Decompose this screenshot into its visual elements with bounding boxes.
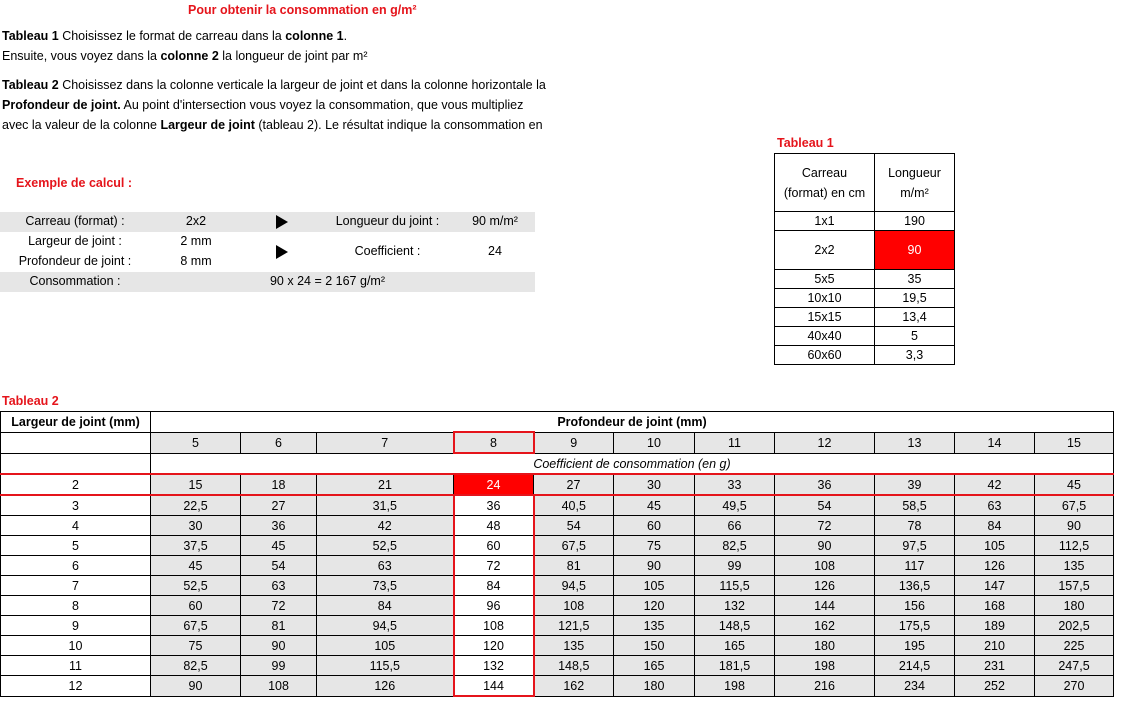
coef-cell: 54 [534, 516, 614, 536]
intro-text: Choisissez le format de carreau dans la [58, 29, 286, 43]
coef-cell: 36 [775, 474, 875, 495]
example-largeur-value: 2 mm [180, 234, 212, 248]
example-largeur-label: Largeur de joint : [28, 234, 122, 248]
coef-cell: 27 [241, 495, 317, 516]
coef-cell: 135 [614, 616, 695, 636]
table-row [775, 270, 955, 289]
coef-cell: 42 [955, 474, 1035, 495]
coef-cell: 105 [317, 636, 454, 656]
coef-cell: 67,5 [534, 536, 614, 556]
tableau2-table [0, 411, 1114, 697]
coef-cell: 58,5 [875, 495, 955, 516]
coef-cell: 15 [151, 474, 241, 495]
coef-cell: 181,5 [695, 656, 775, 676]
intro-text-bold: colonne 2 [160, 49, 219, 63]
coef-cell: 148,5 [534, 656, 614, 676]
coef-cell: 108 [775, 556, 875, 576]
coef-cell: 81 [241, 616, 317, 636]
coef-cell: 120 [614, 596, 695, 616]
coef-cell: 180 [1035, 596, 1114, 616]
longueur-cell-highlighted: 90 [875, 231, 955, 270]
longueur-cell: 3,3 [875, 346, 955, 365]
table-row [1, 516, 1114, 536]
coef-cell: 148,5 [695, 616, 775, 636]
intro-text-bold: Largeur de joint [160, 118, 255, 132]
coef-cell: 72 [241, 596, 317, 616]
coef-cell: 84 [317, 596, 454, 616]
coef-cell: 54 [775, 495, 875, 516]
example-carreau-value: 2x2 [185, 214, 207, 228]
tableau2-header-row [1, 412, 1114, 433]
coef-cell: 63 [955, 495, 1035, 516]
depth-cell: 10 [614, 432, 695, 453]
coef-cell: 45 [1035, 474, 1114, 495]
tableau1-table [774, 153, 955, 365]
coef-cell: 67,5 [1035, 495, 1114, 516]
intro-text: Ensuite, vous voyez dans la [2, 49, 161, 63]
example-conso-label: Consommation : [29, 274, 121, 288]
coef-cell: 157,5 [1035, 576, 1114, 596]
coef-cell: 216 [775, 676, 875, 697]
coef-cell: 75 [614, 536, 695, 556]
coef-cell: 270 [1035, 676, 1114, 697]
intro-text: avec la valeur de la colonne [2, 118, 161, 132]
depth-cell: 6 [241, 432, 317, 453]
intro-line-4 [2, 95, 523, 115]
coef-cell: 132 [454, 656, 534, 676]
tableau1-header-row [775, 154, 955, 212]
largeur-cell: 11 [1, 656, 151, 676]
profondeur-header: Profondeur de joint (mm) [151, 412, 1114, 433]
coef-cell: 210 [955, 636, 1035, 656]
header-line: Carreau [801, 165, 848, 180]
coef-cell: 165 [614, 656, 695, 676]
coef-cell: 198 [775, 656, 875, 676]
coef-cell: 126 [317, 676, 454, 697]
largeur-cell: 9 [1, 616, 151, 636]
coef-cell: 168 [955, 596, 1035, 616]
coef-cell: 135 [534, 636, 614, 656]
arrow-right-icon [276, 245, 288, 259]
coef-cell: 37,5 [151, 536, 241, 556]
intro-tableau1-label: Tableau 1 [2, 29, 59, 43]
example-longueur-value: 90 m/m² [472, 214, 518, 228]
coef-cell: 97,5 [875, 536, 955, 556]
depth-cell: 14 [955, 432, 1035, 453]
coef-cell: 105 [955, 536, 1035, 556]
longueur-cell: 13,4 [875, 308, 955, 327]
coef-cell: 45 [614, 495, 695, 516]
coef-cell: 150 [614, 636, 695, 656]
page-title: Pour obtenir la consommation en g/m² [188, 3, 417, 17]
coef-cell: 162 [534, 676, 614, 697]
format-cell: 40x40 [775, 327, 875, 346]
coef-cell: 52,5 [317, 536, 454, 556]
format-cell: 2x2 [775, 231, 875, 270]
coef-cell: 115,5 [695, 576, 775, 596]
coef-cell: 40,5 [534, 495, 614, 516]
largeur-cell: 8 [1, 596, 151, 616]
example-coef-value: 24 [488, 244, 502, 258]
coef-cell: 63 [317, 556, 454, 576]
largeur-cell: 2 [1, 474, 151, 495]
largeur-cell: 5 [1, 536, 151, 556]
coef-cell: 36 [454, 495, 534, 516]
format-cell: 1x1 [775, 212, 875, 231]
coef-cell: 225 [1035, 636, 1114, 656]
coef-cell: 90 [614, 556, 695, 576]
coef-header: Coefficient de consommation (en g) [151, 453, 1114, 474]
coef-cell: 90 [241, 636, 317, 656]
largeur-cell: 12 [1, 676, 151, 697]
format-cell: 60x60 [775, 346, 875, 365]
intro-line-3 [2, 75, 546, 95]
coef-cell: 144 [775, 596, 875, 616]
coef-cell: 82,5 [151, 656, 241, 676]
coef-row-spacer [1, 453, 151, 474]
depth-cell: 11 [695, 432, 775, 453]
header-line: (format) en cm [783, 185, 866, 200]
coef-cell: 60 [151, 596, 241, 616]
depth-cell: 9 [534, 432, 614, 453]
coef-cell: 90 [775, 536, 875, 556]
coef-cell: 54 [241, 556, 317, 576]
arrow-right-icon [276, 215, 288, 229]
coef-cell: 30 [614, 474, 695, 495]
coef-cell: 136,5 [875, 576, 955, 596]
intro-text: Choisissez dans la colonne verticale la largeur de joint et dans la colonne horizontale la [58, 78, 546, 92]
largeur-cell: 3 [1, 495, 151, 516]
coef-header-row [1, 453, 1114, 474]
intro-line-5 [2, 115, 543, 135]
coef-cell: 49,5 [695, 495, 775, 516]
table-row [775, 212, 955, 231]
coef-cell: 126 [955, 556, 1035, 576]
coef-cell: 52,5 [151, 576, 241, 596]
coef-cell: 189 [955, 616, 1035, 636]
intro-text: Au point d'intersection vous voyez la consommation, que vous multipliez [120, 98, 524, 112]
coef-cell: 195 [875, 636, 955, 656]
coef-cell: 63 [241, 576, 317, 596]
intro-line-2 [2, 46, 367, 66]
coef-cell: 180 [775, 636, 875, 656]
table-row [1, 495, 1114, 516]
table-row [775, 308, 955, 327]
header-line: Longueur [888, 165, 941, 180]
intro-text: . [343, 29, 348, 43]
depth-cell: 15 [1035, 432, 1114, 453]
coef-cell: 66 [695, 516, 775, 536]
coef-cell: 75 [151, 636, 241, 656]
coef-cell: 121,5 [534, 616, 614, 636]
coef-cell: 147 [955, 576, 1035, 596]
largeur-cell: 10 [1, 636, 151, 656]
coef-cell: 72 [454, 556, 534, 576]
table-row [1, 676, 1114, 697]
intro-line-1 [2, 26, 347, 46]
coef-cell: 27 [534, 474, 614, 495]
coef-cell: 45 [241, 536, 317, 556]
coef-cell: 135 [1035, 556, 1114, 576]
longueur-cell: 5 [875, 327, 955, 346]
format-cell: 10x10 [775, 289, 875, 308]
intro-text-bold: Profondeur de joint. [2, 98, 121, 112]
coef-cell: 81 [534, 556, 614, 576]
coef-cell: 252 [955, 676, 1035, 697]
table-row [775, 327, 955, 346]
coef-cell: 180 [614, 676, 695, 697]
coef-cell: 31,5 [317, 495, 454, 516]
format-cell: 15x15 [775, 308, 875, 327]
coef-cell: 33 [695, 474, 775, 495]
coef-cell: 117 [875, 556, 955, 576]
table-row [775, 346, 955, 365]
example-coef-label: Coefficient : [354, 244, 421, 258]
coef-cell: 99 [695, 556, 775, 576]
coef-cell: 162 [775, 616, 875, 636]
intro-text: la longueur de joint par m² [218, 49, 368, 63]
coef-cell-highlighted: 24 [454, 474, 534, 495]
coef-cell: 144 [454, 676, 534, 697]
table-row [1, 576, 1114, 596]
largeur-cell: 4 [1, 516, 151, 536]
coef-cell: 105 [614, 576, 695, 596]
example-profondeur-value: 8 mm [180, 254, 212, 268]
coef-cell: 60 [454, 536, 534, 556]
depth-cell: 8 [454, 432, 534, 453]
longueur-cell: 35 [875, 270, 955, 289]
largeur-header: Largeur de joint (mm) [1, 412, 151, 433]
coef-cell: 82,5 [695, 536, 775, 556]
format-cell: 5x5 [775, 270, 875, 289]
coef-cell: 108 [241, 676, 317, 697]
coef-cell: 231 [955, 656, 1035, 676]
coef-cell: 234 [875, 676, 955, 697]
coef-cell: 78 [875, 516, 955, 536]
coef-cell: 72 [775, 516, 875, 536]
coef-cell: 247,5 [1035, 656, 1114, 676]
coef-cell: 39 [875, 474, 955, 495]
coef-cell: 67,5 [151, 616, 241, 636]
longueur-cell: 190 [875, 212, 955, 231]
coef-cell: 22,5 [151, 495, 241, 516]
example-profondeur-label: Profondeur de joint : [18, 254, 132, 268]
table-row [1, 616, 1114, 636]
coef-cell: 132 [695, 596, 775, 616]
coef-cell: 36 [241, 516, 317, 536]
coef-cell: 84 [454, 576, 534, 596]
tableau1-header-format [775, 154, 875, 212]
coef-cell: 94,5 [317, 616, 454, 636]
table-row [775, 231, 955, 270]
example-carreau-label: Carreau (format) : [25, 214, 125, 228]
coef-cell: 84 [955, 516, 1035, 536]
depth-row [1, 432, 1114, 453]
depth-cell: 7 [317, 432, 454, 453]
coef-cell: 90 [151, 676, 241, 697]
largeur-cell: 7 [1, 576, 151, 596]
coef-cell: 165 [695, 636, 775, 656]
tableau1-header-longueur [875, 154, 955, 212]
coef-cell: 45 [151, 556, 241, 576]
coef-cell: 73,5 [317, 576, 454, 596]
table-row [775, 289, 955, 308]
intro-text-bold: colonne 1 [285, 29, 344, 43]
coef-cell: 108 [454, 616, 534, 636]
coef-cell: 99 [241, 656, 317, 676]
table-row [1, 636, 1114, 656]
depth-row-spacer [1, 432, 151, 453]
coef-cell: 94,5 [534, 576, 614, 596]
depth-cell: 12 [775, 432, 875, 453]
coef-cell: 214,5 [875, 656, 955, 676]
coef-cell: 42 [317, 516, 454, 536]
example-conso-value: 90 x 24 = 2 167 g/m² [269, 274, 385, 288]
example-heading: Exemple de calcul : [16, 176, 133, 190]
table-row [1, 556, 1114, 576]
coef-cell: 90 [1035, 516, 1114, 536]
intro-text: (tableau 2). Le résultat indique la consommation en [254, 118, 543, 132]
longueur-cell: 19,5 [875, 289, 955, 308]
intro-tableau2-label: Tableau 2 [2, 78, 59, 92]
coef-cell: 96 [454, 596, 534, 616]
coef-cell: 202,5 [1035, 616, 1114, 636]
coef-cell: 30 [151, 516, 241, 536]
coef-cell: 175,5 [875, 616, 955, 636]
depth-cell: 5 [151, 432, 241, 453]
coef-cell: 198 [695, 676, 775, 697]
tableau2-label: Tableau 2 [2, 394, 59, 408]
table-row [1, 656, 1114, 676]
coef-cell: 115,5 [317, 656, 454, 676]
coef-cell: 120 [454, 636, 534, 656]
coef-cell: 112,5 [1035, 536, 1114, 556]
example-longueur-label: Longueur du joint : [335, 214, 440, 228]
coef-cell: 126 [775, 576, 875, 596]
coef-cell: 156 [875, 596, 955, 616]
coef-cell: 108 [534, 596, 614, 616]
header-line: m/m² [900, 185, 929, 200]
table-row [1, 596, 1114, 616]
tableau1-label: Tableau 1 [777, 136, 834, 150]
coef-cell: 18 [241, 474, 317, 495]
coef-cell: 48 [454, 516, 534, 536]
table-row [1, 536, 1114, 556]
table-row [1, 474, 1114, 495]
coef-cell: 60 [614, 516, 695, 536]
largeur-cell: 6 [1, 556, 151, 576]
coef-cell: 21 [317, 474, 454, 495]
depth-cell: 13 [875, 432, 955, 453]
